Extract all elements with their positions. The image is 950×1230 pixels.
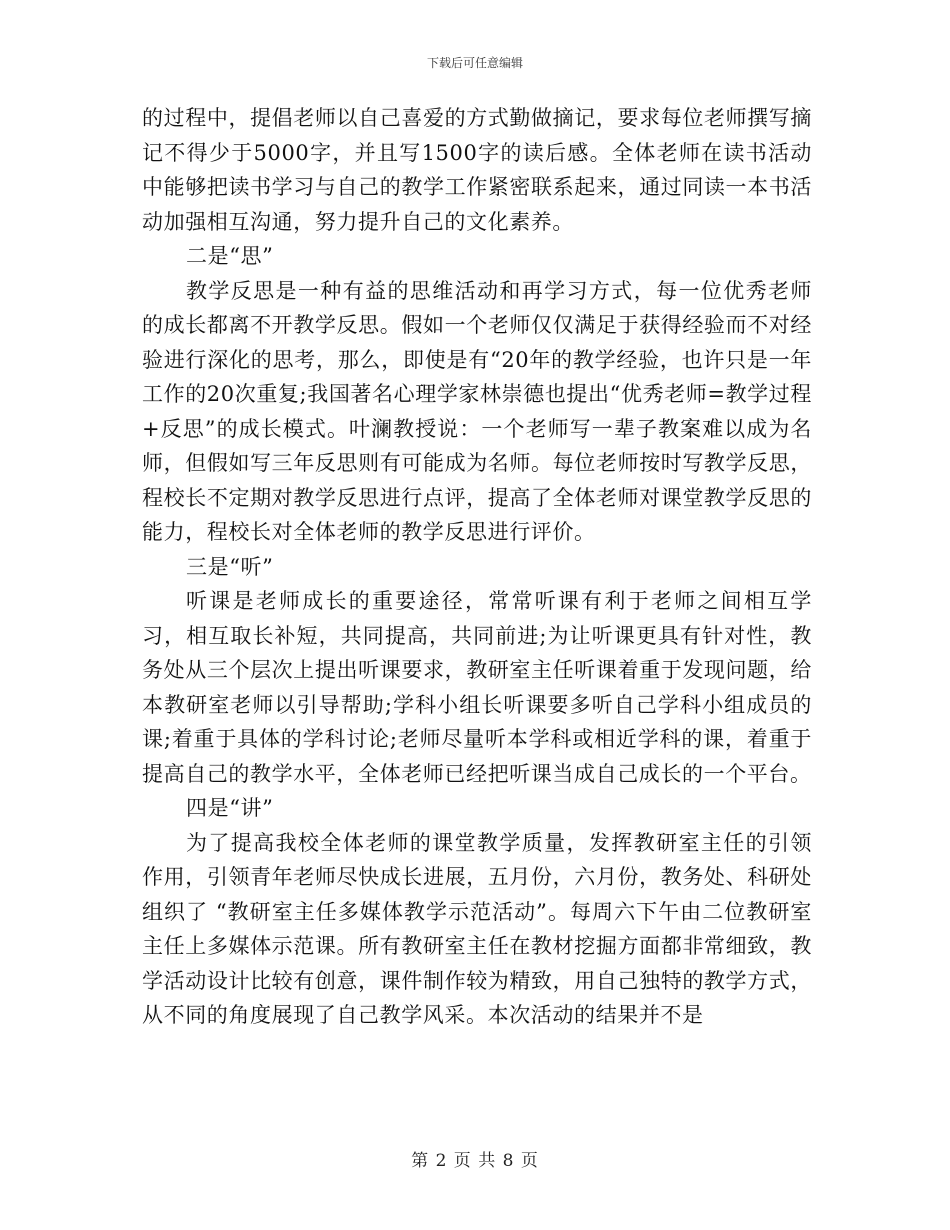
paragraph-reflection: 教学反思是一种有益的思维活动和再学习方式，每一位优秀老师的成长都离不开教学反思。假如一个老师仅仅满足于获得经验而不对经验进行深化的思考，那么，即使是有“20年的教学经验，也许只是一年工作的20次重复;我国著名心理学家林崇德也提出“优秀老师=教学过程+反思”的成长模式。叶澜教授说：一个老师写一辈子教案难以成为名师，但假如写三年反思则有可能成为名师。每位老师按时写教学反思，程校长不定期对教学反思进行点评，提高了全体老师对课堂教学反思的能力，程校长对全体老师的教学反思进行评价。 xyxy=(142,278,812,544)
section-heading-si: 二是“思” xyxy=(186,244,274,268)
section-heading-jiang: 四是“讲” xyxy=(186,796,274,820)
page-number: 第 2 页 共 8 页 xyxy=(411,1151,539,1171)
paragraph-teaching-demo: 为了提高我校全体老师的课堂教学质量，发挥教研室主任的引领作用，引领青年老师尽快成长进展，五月份，六月份，教务处、科研处组织了 “教研室主任多媒体教学示范活动”。每周六下午由二位教研室主任上多媒体示范课。所有教研室主任在教材挖掘方面都非常细致，教学活动设计比较有创意，课件制作较为精致，用自己独特的教学方式，从不同的角度展现了自己教学风采。本次活动的结果并不是 xyxy=(142,830,812,1027)
paragraph-lesson-observation: 听课是老师成长的重要途径，常常听课有利于老师之间相互学习，相互取长补短，共同提高，共同前进;为让听课更具有针对性，教务处从三个层次上提出听课要求，教研室主任听课着重于发现问题，给本教研室老师以引导帮助;学科小组长听课要多听自己学科小组成员的课;着重于具体的学科讨论;老师尽量听本学科或相近学科的课，着重于提高自己的教学水平，全体老师已经把听课当成自己成长的一个平台。 xyxy=(142,589,812,786)
document-body xyxy=(142,101,812,1033)
page-header: 下载后可任意编辑 xyxy=(426,56,523,70)
section-heading-ting: 三是“听” xyxy=(186,554,274,579)
paragraph-reading-notes: 的过程中，提倡老师以自己喜爱的方式勤做摘记，要求每位老师撰写摘记不得少于5000字，并且写1500字的读后感。全体老师在读书活动中能够把读书学习与自己的教学工作紧密联系起来，通过同读一本书活动加强相互沟通，努力提升自己的文化素养。 xyxy=(142,106,812,234)
